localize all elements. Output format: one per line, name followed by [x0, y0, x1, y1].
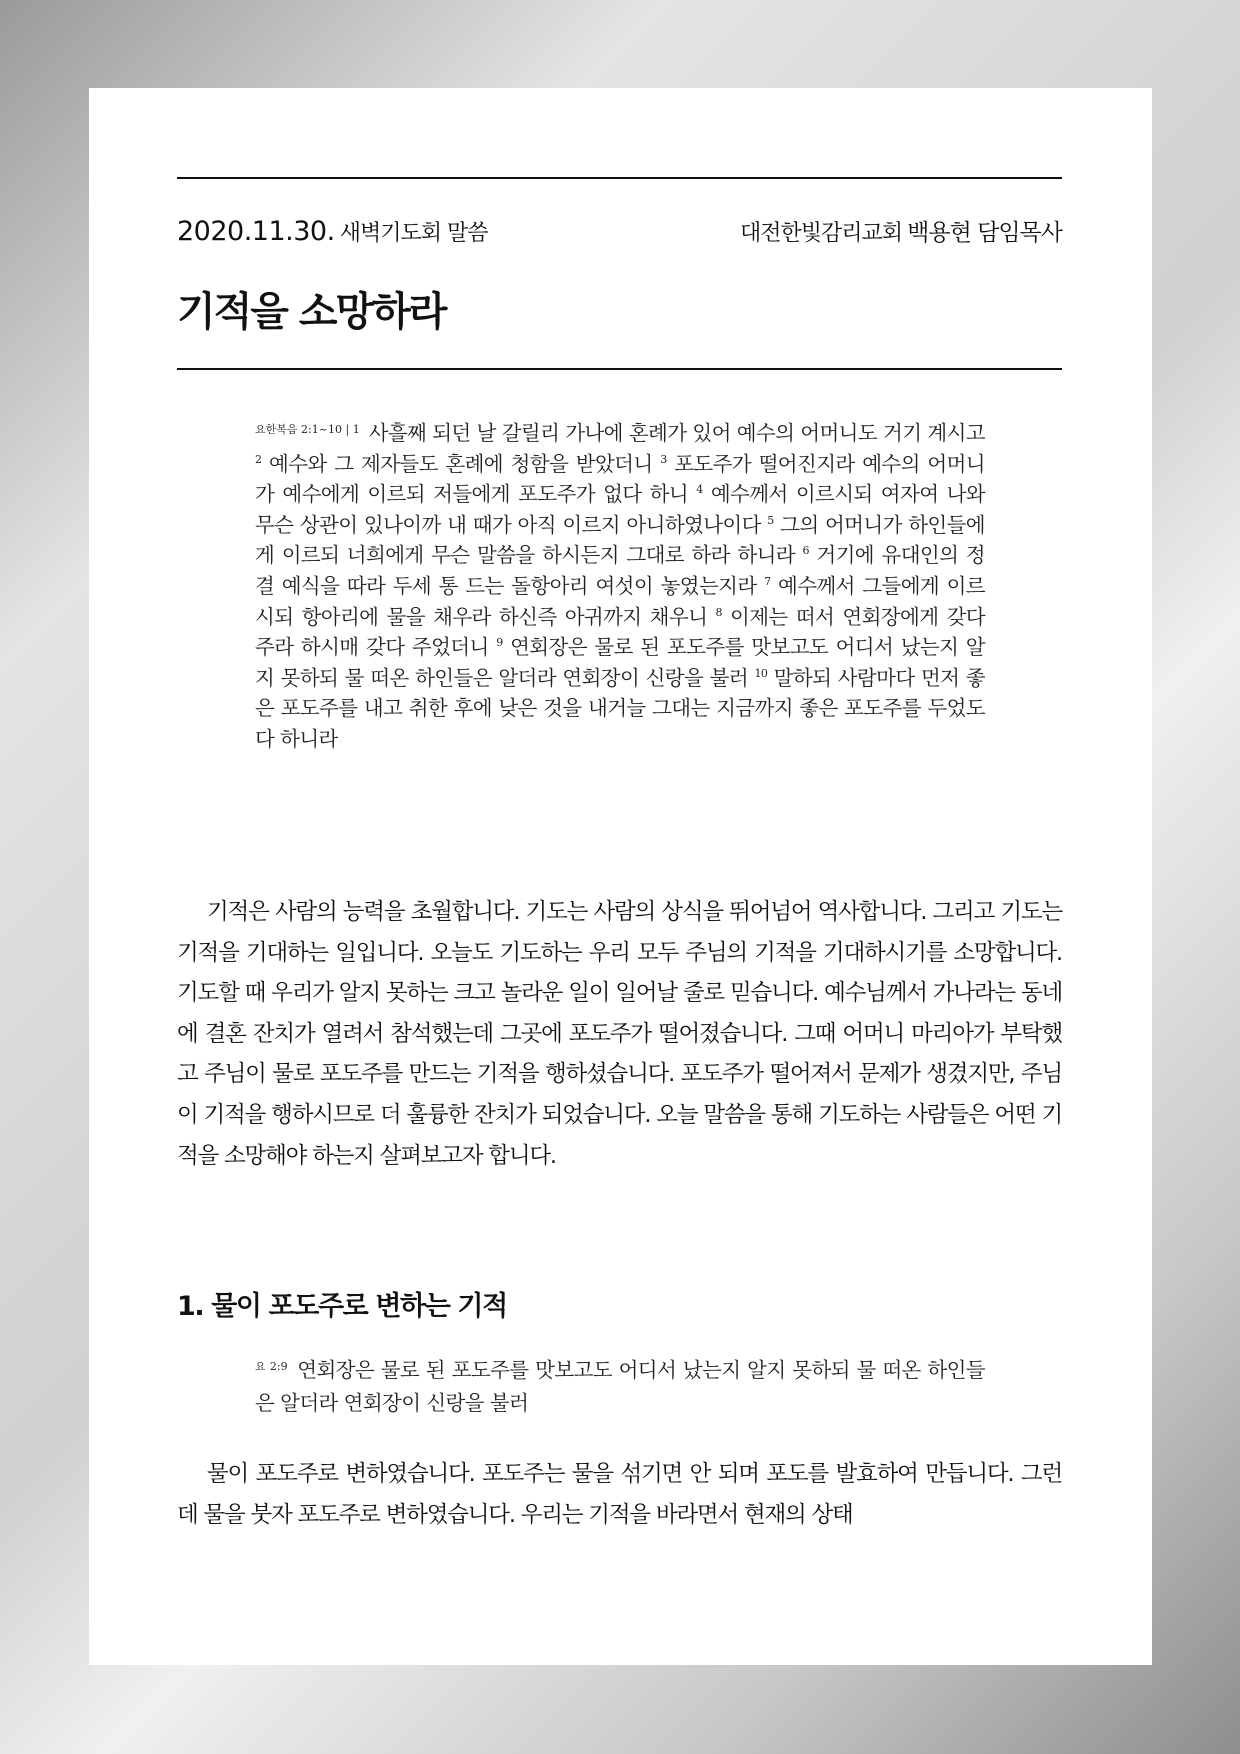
scripture-segment: 예수와 그 제자들도 혼례에 청함을 받았더니 [269, 451, 653, 476]
scripture-segment: 말하되 사람마다 먼저 좋은 포도주를 내고 취한 후에 낮은 것을 내거늘 그대는 지금까지 좋은 포도주를 두었도다 하니라 [255, 665, 985, 751]
section-verse [255, 1350, 985, 1420]
verse-number: 6 [802, 544, 809, 558]
section-paragraph: 물이 포도주로 변하였습니다. 포도주는 물을 섞기면 안 되며 포도를 발효하여 만듭니다. 그런데 물을 붓자 포도주로 변하였습니다. 우리는 기적을 바라면서 현재의 상태 [177, 1461, 1062, 1528]
pastor-name: 백용현 담임목사 [907, 220, 1062, 246]
sermon-header [177, 214, 1062, 248]
verse-text: 연회장은 물로 된 포도주를 맛보고도 어디서 났는지 알지 못하되 물 떠온 하인들은 알더라 연회장이 신랑을 불러 [255, 1358, 986, 1415]
sermon-date: 2020.11.30. [177, 216, 335, 247]
intro-paragraph: 기적은 사람의 능력을 초월합니다. 기도는 사람의 상식을 뛰어넘어 역사합니다. 그리고 기도는 기적을 기대하는 일입니다. 오늘도 기도하는 우리 모두 주님의 기적을 기대하시기를 소망합니다. 기도할 때 우리가 알지 못하는 크고 놀라운 일이 일어날 줄로 믿습니다. 예수님께서 가나라는 동네에 결혼 잔치가 열려서 참석했는데 그곳에 포도주가 떨어졌습니다. 그때 어머니 마리아가 부탁했고 주님이 물로 포도주를 만드는 기적을 행하셨습니다. 포도주가 떨어져서 문제가 생겼지만, 주님이 기적을 행하시므로 더 훌륭한 잔치가 되었습니다. 오늘 말씀을 통해 기도하는 사람들은 어떤 기적을 소망해야 하는지 살펴보고자 합니다. [177, 899, 1062, 1169]
scripture-segment: 예수께서 이르시되 여자여 나와 무슨 상관이 있나이까 내 때가 아직 이르지 아니하였나이다 [255, 482, 985, 537]
document-page [89, 88, 1152, 1665]
verse-number: 9 [496, 636, 503, 650]
church-name: 대전한빛감리교회 [740, 221, 903, 246]
verse-number: 2 [255, 452, 262, 466]
verse-number: 5 [767, 513, 774, 527]
verse-number: 4 [696, 483, 703, 497]
verse-number: 7 [764, 575, 771, 589]
sermon-title: 기적을 소망하라 [177, 289, 446, 335]
scripture-segment: 사흘째 되던 날 갈릴리 가나에 혼례가 있어 예수의 어머니도 거기 계시고 [368, 421, 985, 445]
title-divider [177, 368, 1062, 370]
verse-number: 8 [715, 605, 722, 619]
sermon-date-line [177, 216, 488, 247]
section-heading: 1. 물이 포도주로 변하는 기적 [177, 1291, 507, 1322]
sermon-event: 새벽기도회 말씀 [339, 221, 488, 246]
verse-number: 10 [754, 666, 768, 680]
scripture-segment: 예수께서 그들에게 이르시되 항아리에 물을 채우라 하신즉 아귀까지 채우니 [255, 573, 986, 629]
scripture-segment: 연회장은 물로 된 포도주를 맛보고도 어디서 났는지 알지 못하되 물 떠온 하인들은 알더라 연회장이 신랑을 불러 [255, 635, 985, 690]
scripture-reference: 요한복음 2:1~10 | 1 [255, 423, 360, 436]
scripture-passage [255, 415, 985, 755]
scripture-segment: 이제는 떠서 연회장에게 갖다 주라 하시매 갖다 주었더니 [255, 604, 985, 660]
top-divider [177, 177, 1062, 179]
verse-reference: 요 2:9 [255, 1360, 288, 1373]
verse-number: 3 [660, 452, 667, 466]
scripture-segment: 거기에 유대인의 정결 예식을 따라 두세 통 드는 돌항아리 여섯이 놓였는지라 [255, 543, 986, 598]
scripture-segment: 그의 어머니가 하인들에게 이르되 너희에게 무슨 말씀을 하시든지 그대로 하라 하니라 [255, 512, 986, 568]
author-line [740, 214, 1062, 247]
scripture-segment: 포도주가 떨어진지라 예수의 어머니가 예수에게 이르되 저들에게 포도주가 없다 하니 [255, 451, 985, 507]
